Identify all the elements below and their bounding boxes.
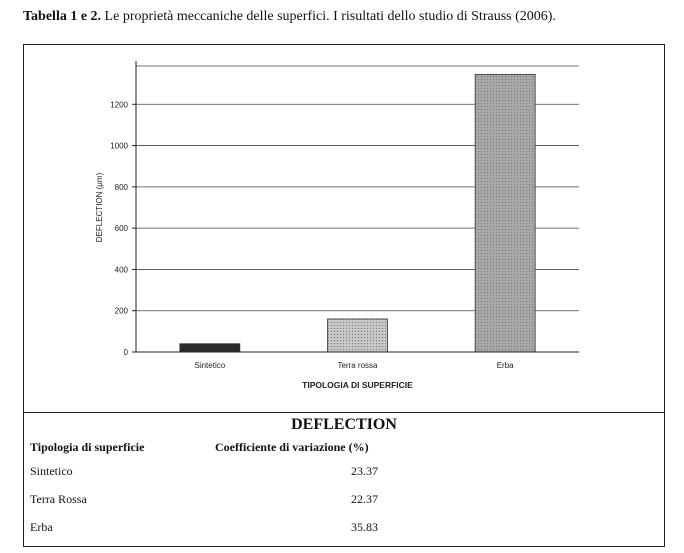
y-tick-label-1200: 1200 [110, 100, 128, 110]
y-axis-title: DEFLECTION (µm) [95, 172, 104, 243]
y-tick-label-200: 200 [114, 306, 128, 316]
bar-terra-rossa [328, 319, 388, 352]
caption-text: Le proprietà meccaniche delle superfici. I risultati dello studio di Strauss (2006). [104, 9, 556, 24]
header-variation-coefficient: Coefficiente di variazione (%) [215, 440, 369, 454]
bar-sintetico [180, 344, 240, 352]
x-tick-label-sintetico: Sintetico [194, 361, 226, 370]
x-tick-labels [194, 361, 514, 370]
deflection-bar-chart [24, 45, 664, 411]
bar-erba [475, 74, 535, 352]
row-label-sintetico: Sintetico [30, 464, 73, 478]
y-tick-label-400: 400 [114, 265, 128, 275]
y-tick-label-800: 800 [114, 182, 128, 192]
row-label-terra-rossa: Terra Rossa [30, 492, 87, 506]
figure-caption [23, 9, 556, 25]
row-value-sintetico: 23.37 [351, 464, 378, 478]
row-label-erba: Erba [30, 520, 53, 534]
y-tick-label-1000: 1000 [110, 141, 128, 151]
y-tick-label-600: 600 [114, 224, 128, 234]
table-divider [24, 412, 664, 413]
y-tick-label-0: 0 [123, 348, 128, 357]
x-tick-label-erba: Erba [496, 361, 514, 370]
y-tick-labels [110, 100, 128, 357]
x-tick-label-terra-rossa: Terra rossa [337, 361, 378, 370]
row-value-erba: 35.83 [351, 520, 378, 534]
row-value-terra-rossa: 22.37 [351, 492, 378, 506]
header-surface-type: Tipologia di superficie [30, 440, 145, 454]
figure-frame [23, 44, 665, 547]
x-axis-title: TIPOLOGIA DI SUPERFICIE [302, 380, 413, 390]
caption-label: Tabella 1 e 2. [23, 9, 102, 24]
table-title: DEFLECTION [291, 416, 397, 433]
